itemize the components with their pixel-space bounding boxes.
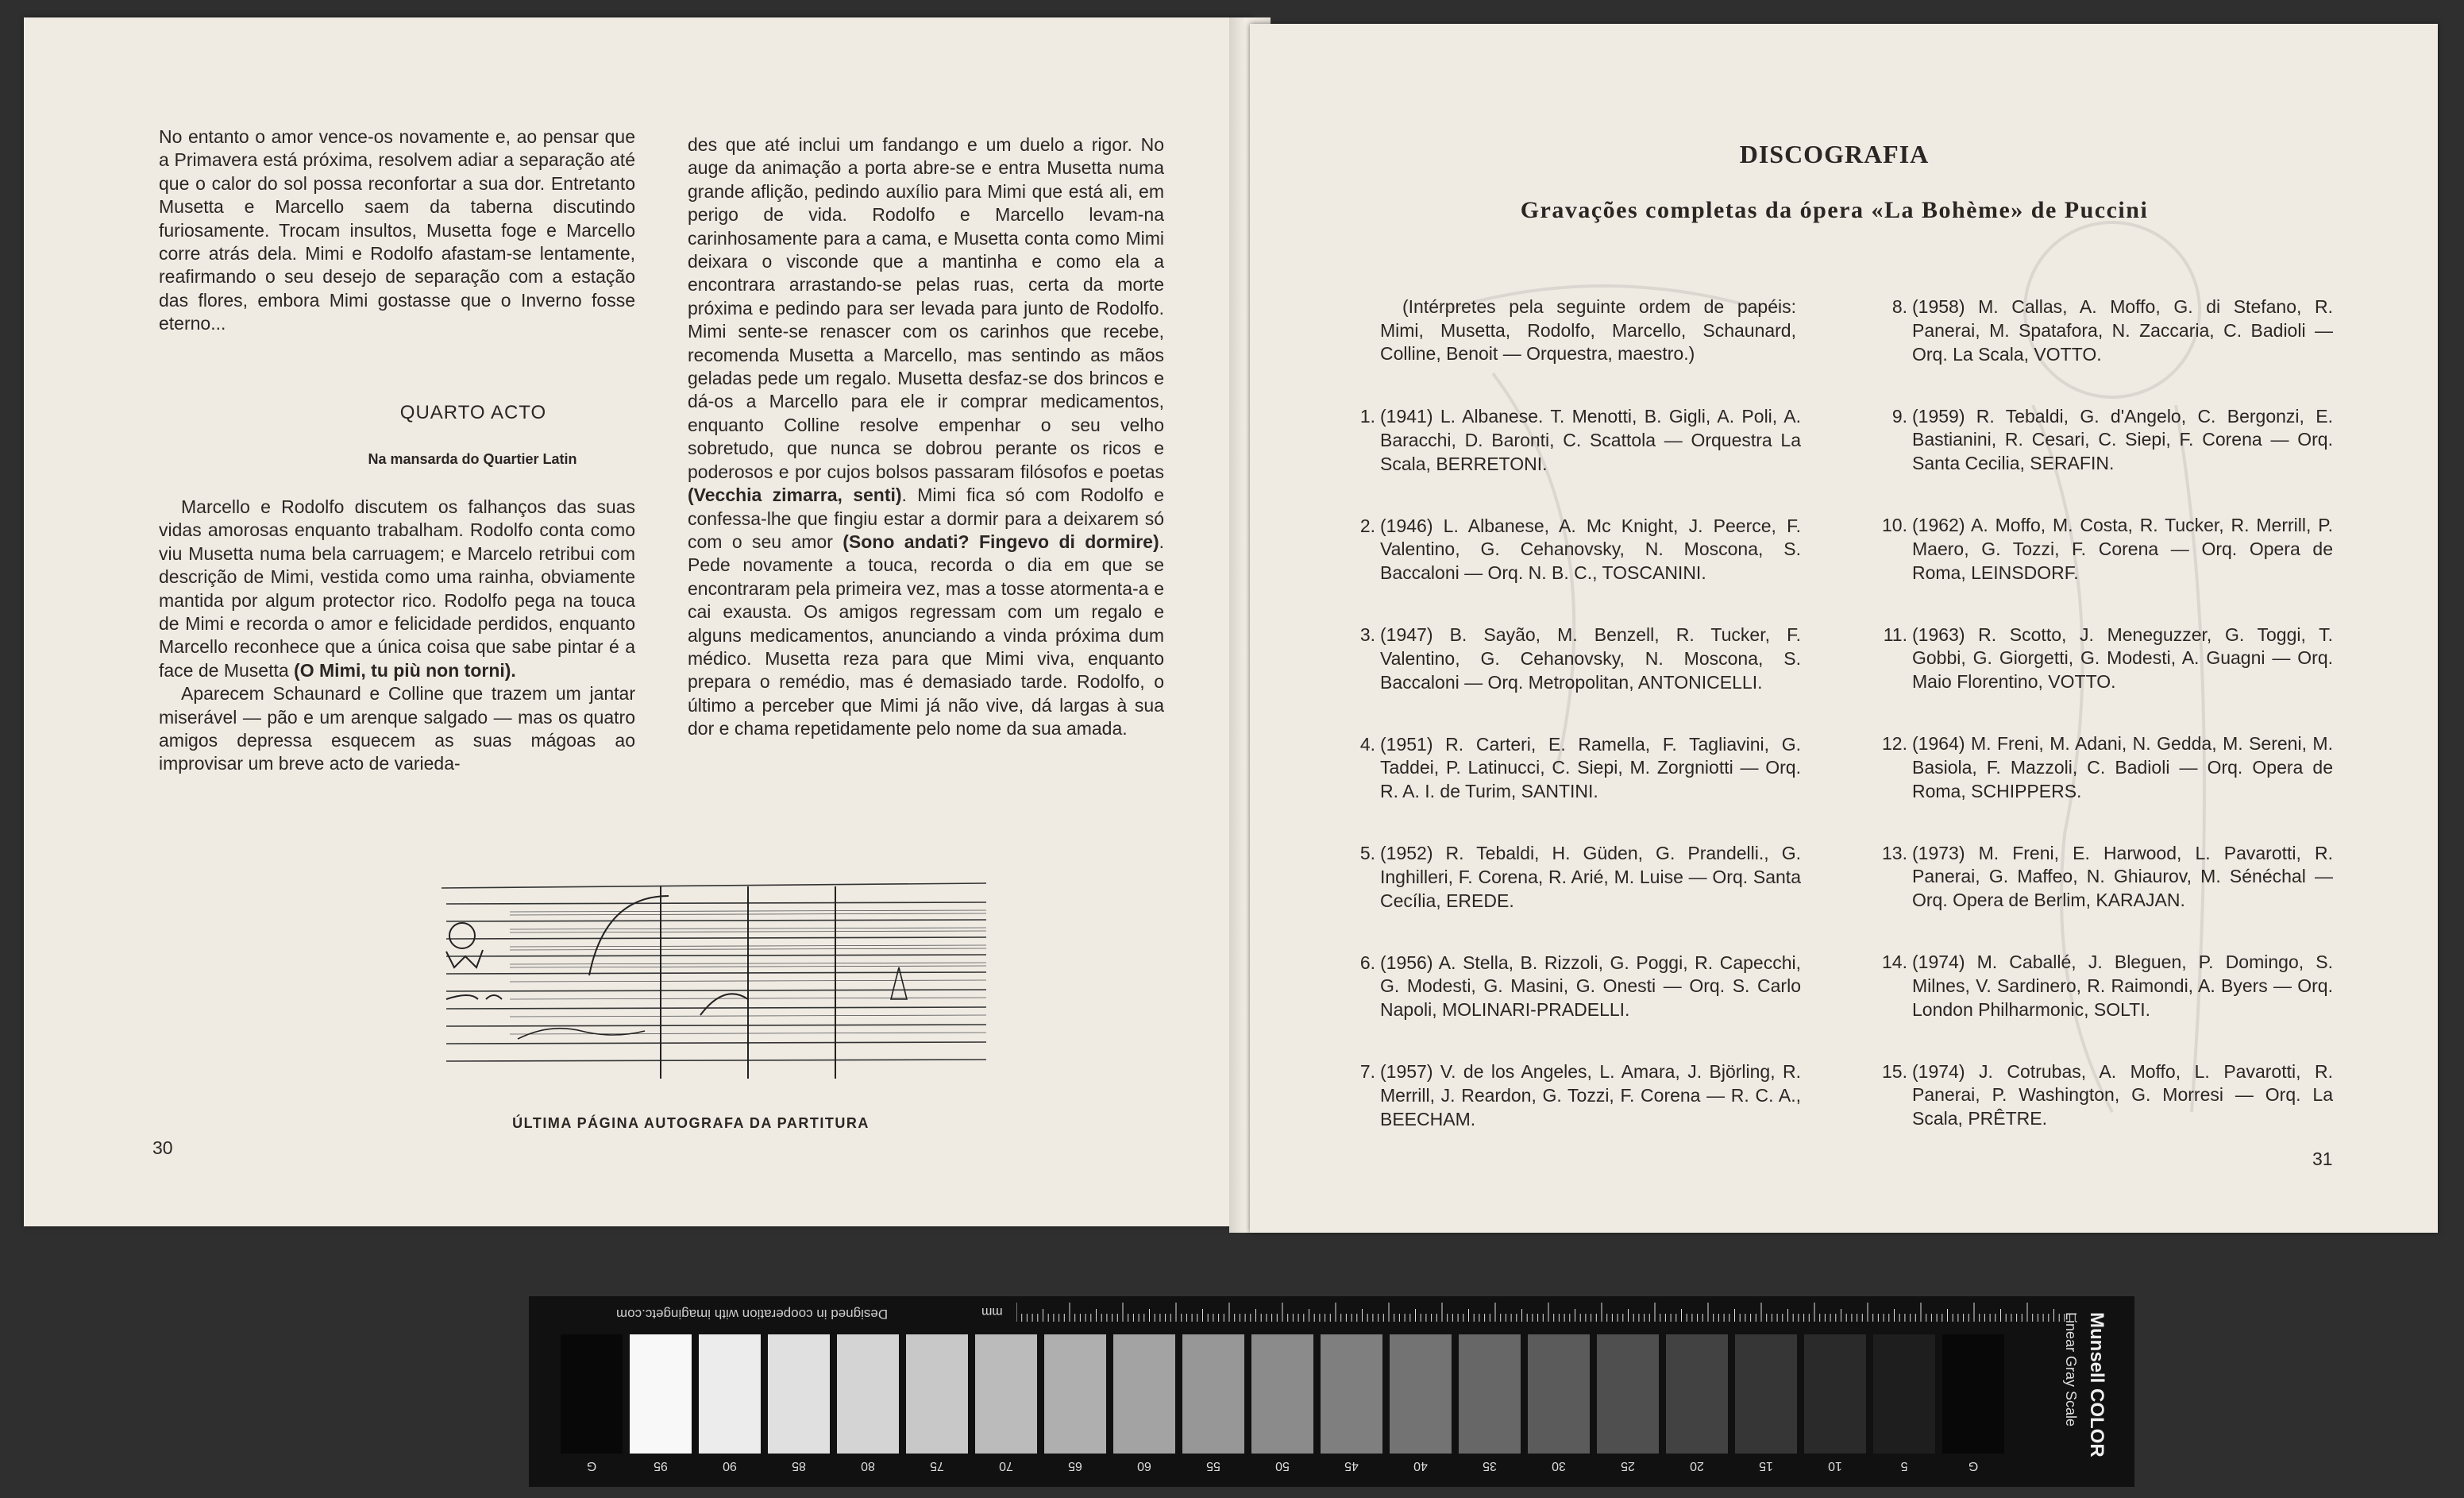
entry-text: (1974) J. Cotrubas, A. Moffo, L. Pavarotti, R. Panerai, P. Washington, G. Morresi — Orq. La Scala, PRÊTRE. [1912,1060,2333,1129]
discography-entry [1359,733,1801,804]
paragraph: Aparecem Schaunard e Colline que trazem um jantar miserável — pão e um arenque salgado — mas os quatro amigos depressa esquecem as suas mágoas ao improvisar um breve acto de varieda- [159,683,635,774]
gray-patch [630,1334,692,1454]
act-subheading: Na mansarda do Quartier Latin [368,451,577,467]
discography-entry [1359,515,1801,585]
entry-text: (1957) V. de los Angeles, L. Amara, J. Björling, R. Merrill, J. Reardon, G. Tozzi, F. Corena — R. C. A., BEECHAM. [1380,1061,1801,1129]
gray-scale-card [529,1296,2134,1487]
patch-label: 45 [1344,1459,1359,1473]
entry-text: (1959) R. Tebaldi, G. d'Angelo, C. Bergonzi, E. Bastianini, R. Cesari, C. Siepi, F. Corena — Orq. Santa Cecilia, SERAFIN. [1912,405,2333,474]
ruler-unit: mm [981,1305,1003,1318]
gray-patch [1804,1334,1866,1454]
patch-label: G [586,1459,597,1473]
patch-label: G [1968,1459,1979,1473]
entry-number: 15. [1882,1060,1907,1082]
aria-title: (O Mimi, tu più non torni). [294,659,516,681]
gray-patch [1942,1334,2004,1454]
page-number: 31 [2312,1149,2333,1169]
entry-number: 5. [1359,843,1375,863]
figure-caption: ÚLTIMA PÁGINA AUTOGRAFA DA PARTITURA [512,1115,870,1131]
paragraph [688,133,1164,741]
gray-patch [1873,1334,1935,1454]
entry-number: 13. [1882,842,1907,863]
patch-label: 30 [1552,1459,1566,1473]
entry-text: (1952) R. Tebaldi, H. Güden, G. Prandelli., G. Inghilleri, F. Corena, R. Arié, M. Luise — Orq. Santa Cecília, EREDE. [1380,843,1801,911]
gray-patch [561,1334,623,1454]
patch-label: 75 [930,1459,944,1473]
patch-label: 65 [1068,1459,1082,1473]
discography-entry [1359,624,1801,694]
discography-entry [1882,951,2333,1021]
gray-patch [699,1334,761,1454]
patch-label: 90 [723,1459,737,1473]
mm-ruler [1016,1303,2080,1322]
gray-patch [1459,1334,1521,1454]
entry-text: (1956) A. Stella, B. Rizzoli, G. Poggi, R. Capecchi, G. Modesti, G. Masini, G. Onesti — Orq. S. Carlo Napoli, MOLINARI-PRADELLI. [1380,952,1801,1021]
gray-patch [1251,1334,1313,1454]
gray-patch [1390,1334,1452,1454]
entry-number: 7. [1359,1061,1375,1082]
entry-number: 1. [1359,406,1375,427]
discography-entry [1882,514,2333,585]
gray-patch [1044,1334,1106,1454]
discography-intro: (Intérpretes pela seguinte ordem de papéis: Mimi, Musetta, Rodolfo, Marcello, Schaunard, Colline, Benoit — Orquestra, maestro.) [1380,296,1796,364]
paragraph-text: Marcello e Rodolfo discutem os falhanços das suas vidas amorosas enquanto trabalham. Rodolfo conta como viu Musetta numa bela carruagem; e Marcelo retribui com descrição de Mimi, vestida como uma rainha, obviamente mantida por algum protector rico. Rodolfo pega na touca de Mimi e recorda o amor e felicidade perdidos, enquanto Marcello reconhece que a única coisa que sabe pintar é a face de Musetta [159,496,635,681]
gray-patches [561,1334,2101,1454]
discography-entry [1359,842,1801,913]
paragraph-text: . Pede novamente a touca, recorda o dia em que se encontraram pela primeira vez, mas a tosse atormenta-a e cai exausta. Os amigos regressam com um regalo e alguns medicamentos, anunciando a vinda próxima dum médico. Musetta reza para que Mimi viva, enquanto prepara o remédio, mas é demasiado tarde. Rodolfo, o último a perceber que Mimi já não vive, dá largas à sua dor e chama repetidamente pelo nome da sua amada. [688,531,1164,739]
discography-entry [1882,1060,2333,1131]
entry-text: (1963) R. Scotto, J. Meneguzzer, G. Toggi, T. Gobbi, G. Giorgetti, G. Modesti, A. Guagni — Orq. Maio Florentino, VOTTO. [1912,624,2333,693]
patch-label: 15 [1759,1459,1773,1473]
patch-label: 70 [999,1459,1013,1473]
discography-entry [1891,295,2333,366]
patch-label: 60 [1137,1459,1151,1473]
gray-patch [975,1334,1037,1454]
left-column-1-continued [159,496,635,776]
gray-patch [1597,1334,1659,1454]
entry-number: 12. [1882,733,1907,754]
patch-label: 40 [1413,1459,1428,1473]
entry-number: 6. [1359,952,1375,973]
entry-text: (1964) M. Freni, M. Adani, N. Gedda, M. Sereni, M. Basiola, F. Mazzoli, C. Badioli — Orq. Opera de Roma, SCHIPPERS. [1912,733,2333,801]
gray-patch [1113,1334,1175,1454]
entry-text: (1951) R. Carteri, E. Ramella, F. Tagliavini, G. Taddei, P. Latinucci, C. Siepi, M. Zorgniotti — Orq. R. A. I. de Turim, SANTINI. [1380,733,1801,802]
patch-label: 20 [1690,1459,1704,1473]
entry-number: 8. [1891,296,1907,317]
left-page [24,17,1253,1226]
entry-text: (1962) A. Moffo, M. Costa, R. Tucker, R. Merrill, P. Maero, G. Tozzi, F. Corena — Orq. Opera de Roma, LEINSDORF. [1912,515,2333,583]
discography-entry [1891,405,2333,476]
aria-title: (Sono andati? Fingevo di dormire) [843,531,1159,552]
patch-label: 55 [1206,1459,1220,1473]
patch-label: 80 [861,1459,875,1473]
left-column-2 [688,133,1164,741]
autograph-score-image [430,880,994,1082]
discography-entry [1882,732,2333,803]
gray-patch [1735,1334,1797,1454]
aria-title: (Vecchia zimarra, senti) [688,485,902,506]
patch-label: 5 [1900,1459,1908,1473]
scale-product-label: Linear Gray Scale [2063,1312,2079,1427]
entry-text: (1958) M. Callas, A. Moffo, G. di Stefano, R. Panerai, M. Spatafora, N. Zaccaria, C. Badioli — Orq. La Scala, VOTTO. [1912,296,2333,365]
entry-text: (1941) L. Albanese. T. Menotti, B. Gigli, A. Poli, A. Baracchi, D. Baronti, C. Scattola — Orquestra La Scala, BERRETONI. [1380,406,1801,474]
page-number: 30 [152,1137,173,1158]
entry-number: 9. [1891,405,1907,427]
discography-entry [1359,1060,1801,1131]
gray-patch [1666,1334,1728,1454]
discography-entry [1359,405,1801,476]
discography-entry [1882,842,2333,913]
entry-number: 10. [1882,515,1907,535]
act-heading: QUARTO ACTO [399,402,547,423]
card-credit: Designed in cooperation with imagingetc.com [616,1307,889,1322]
discography-subtitle: Gravações completas da ópera «La Bohème» de Puccini [1520,197,2149,223]
patch-label: 85 [792,1459,806,1473]
entry-number: 11. [1883,624,1907,645]
patch-label: 95 [654,1459,668,1473]
gray-patch [906,1334,968,1454]
patch-label: 35 [1483,1459,1497,1473]
patch-label: 10 [1828,1459,1842,1473]
card-brand-block [2063,1312,2109,1471]
paragraph [159,496,635,682]
entry-number: 4. [1359,733,1375,755]
entry-text: (1974) M. Caballé, J. Bleguen, P. Domingo, S. Milnes, V. Sardinero, R. Raimondi, A. Byers — Orq. London Philharmonic, SOLTI. [1912,952,2333,1020]
entry-text: (1973) M. Freni, E. Harwood, L. Pavarotti, R. Panerai, G. Maffeo, N. Ghiaurov, M. Sénéchal — Orq. Opera de Berlim, KARAJAN. [1912,842,2333,911]
entry-number: 14. [1882,952,1907,972]
gray-patch [768,1334,830,1454]
discography-title: DISCOGRAFIA [1739,140,1930,168]
left-column-1 [159,125,635,336]
discography-entry [1883,624,2333,694]
gray-patch [1182,1334,1244,1454]
patch-label: 25 [1621,1459,1635,1473]
discography-entry [1359,952,1801,1022]
patch-label: 50 [1275,1459,1290,1473]
gray-patch [1321,1334,1382,1454]
gray-patch [837,1334,899,1454]
paragraph-text: des que até inclui um fandango e um duelo a rigor. No auge da animação a porta abre-se e entra Musetta numa grande aflição, pedindo auxílio para Mimi que está ali, em perigo de vida. Rodolfo e Marcello levam-na carinhosamente para a cama, e Musetta conta como Mimi deixara o visconde que a mantinha e como ela a encontrara arrastando-se pelas ruas, certa da morte próxima e pedindo para ser levada para junto de Rodolfo. Mimi sente-se renascer com os carinhos que recebe, recomenda Musetta a Marcello, mas sentindo as mãos geladas pede um regalo. Musetta desfaz-se dos brincos e dá-os a Marcello para ele ir comprar medicamentos, enquanto Colline resolve empenhar o seu velho sobretudo, que nunca se dobrou perante os ricos e poderosos e por cujos bolsos passaram filósofos e poetas [688,134,1164,482]
entry-number: 3. [1359,624,1375,645]
entry-text: (1946) L. Albanese, A. Mc Knight, J. Peerce, F. Valentino, G. Cehanovsky, N. Moscona, S. Baccaloni — Orq. N. B. C., TOSCANINI. [1380,515,1801,584]
paragraph: No entanto o amor vence-os novamente e, ao pensar que a Primavera está próxima, resolvem adiar a separação até que o calor do sol possa reconfortar a sua dor. Entretanto Musetta e Marcello saem da taberna discutindo furiosamente. Trocam insultos, Musetta foge e Marcello corre atrás dela. Mimi e Rodolfo afastam-se lentamente, reafirmando o seu desejo de separação com a estação das flores, embora Mimi gostasse que o Inverno fosse eterno... [159,126,635,334]
gray-patch [1528,1334,1590,1454]
right-page [1250,24,2438,1233]
munsell-logo-text: Munsell COLOR [2086,1312,2107,1457]
entry-text: (1947) B. Sayão, M. Benzell, R. Tucker, F. Valentino, G. Cehanovsky, N. Moscona, S. Baccaloni — Orq. Metropolitan, ANTONICELLI. [1380,624,1801,693]
entry-number: 2. [1359,515,1375,536]
paragraph-text: . Mimi fica só com Rodolfo e confessa-lhe que fingiu estar a dormir para a deixarem só com o seu amor [688,485,1164,552]
